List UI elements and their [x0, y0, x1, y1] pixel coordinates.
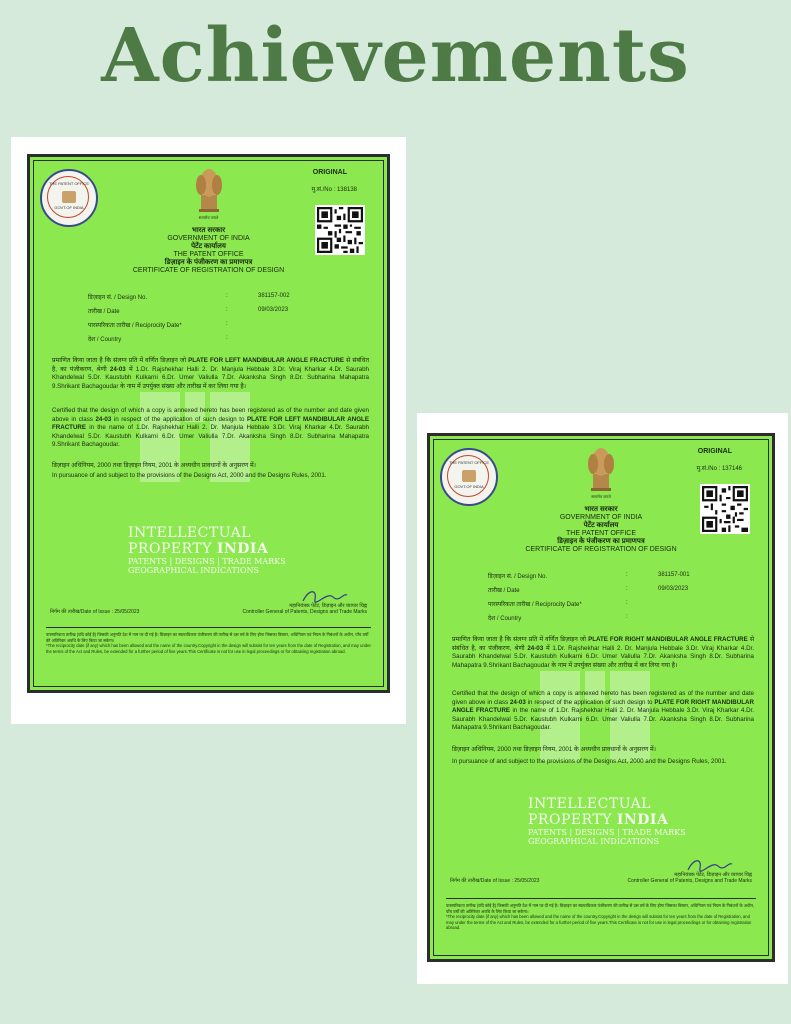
certificate-number: मु.सं./No : 137146 — [696, 466, 742, 472]
header-cert-en: CERTIFICATE OF REGISTRATION OF DESIGN — [132, 267, 285, 274]
act-hindi: डिज़ाइन अधिनियम, 2000 तथा डिज़ाइन नियम, 2001 के अध्यधीन प्रावधानों के अनुसरण में। — [452, 746, 657, 753]
reciprocity-date-row: पारस्परिकता तारीख / Reciprocity Date* : — [88, 321, 228, 329]
header-cert-hi: डिज़ाइन के पंजीकरण का प्रमाणपत्र — [164, 259, 253, 266]
paragraph-english: Certified that the design of which a copy is annexed hereto has been registered as of the number and date given above in class 24-03 in respect of the application of such design to PLATE FOR RIGHT MANDIBULAR ANGLE FRACTURE in the name of 1.Dr. Rajshekhar Halli 2. Dr. Manjula Hebbale 3.Dr. Viraj Kharkar 4.Dr. Saurabh Khandelwal 5.Dr. Kaustubh Kulkarni 6.Dr. Umer Valiulla 7.Dr. Akanksha Singh 8.Dr. Subharina Mahapatra 9.Shrikant Bachagoudar. — [452, 690, 754, 732]
country-row: देश / Country : — [488, 614, 628, 622]
patent-office-seal-icon: THE PATENT OFFICE GOVT.OF INDIA — [40, 169, 98, 227]
ipi-logo-text: INTELLECTUAL PROPERTY INDIA PATENTS | DESIGNS | TRADE MARKS GEOGRAPHICAL INDICATIONS — [128, 525, 286, 575]
page-title: Achievements — [101, 13, 690, 99]
header-office-en: THE PATENT OFFICE — [173, 251, 244, 258]
original-label: ORIGINAL — [312, 169, 347, 176]
act-english: In pursuance of and subject to the provisions of the Designs Act, 2000 and the Designs Rules, 2001. — [452, 758, 727, 765]
certificate-left-mandibular — [11, 137, 406, 724]
date-row: तारीख / Date : 09/03/2023 — [488, 586, 689, 594]
signature-icon — [299, 587, 349, 607]
design-number-row: डिज़ाइन सं. / Design No. : 381157-001 — [488, 572, 690, 580]
header-cert-en: CERTIFICATE OF REGISTRATION OF DESIGN — [525, 546, 677, 553]
ipi-logo-text: INTELLECTUAL PROPERTY INDIA PATENTS | DESIGNS | TRADE MARKS GEOGRAPHICAL INDICATIONS — [528, 796, 686, 846]
header-office-en: THE PATENT OFFICE — [565, 530, 636, 537]
signature-block: महानियंत्रक पेटेंट, डिज़ाइन और व्यापार चिह्न Controller General of Patents, Designs and Trade Marks — [627, 872, 752, 884]
certificate-paper — [27, 154, 390, 693]
national-emblem-icon — [191, 165, 227, 217]
original-label: ORIGINAL — [697, 448, 732, 455]
act-english: In pursuance of and subject to the provisions of the Designs Act, 2000 and the Designs Rules, 2001. — [52, 472, 327, 479]
header-office-hi: पेटेंट कार्यालय — [583, 522, 619, 529]
act-hindi: डिज़ाइन अधिनियम, 2000 तथा डिज़ाइन नियम, 2001 के अध्यधीन प्रावधानों के अनुसरण में। — [52, 462, 257, 469]
footer-note: पारस्परिकता तारीख (यदि कोई है) जिसकी अनुमति देश में नाम पर दी गई है। डिज़ाइन का स्वत्वाधिकार पंजीकरण की तारीख से दस वर्ष के लिए होगा जिसका विस्तार, अधिनियम एवं नियम के निबंधनों के अधीन, पाँच वर्षों की अतिरिक्त अवधि के लिए किया जा सकेगा। *The reciprocity date (if any) which has been allowed and the name of the country.Copyright in the design will subsist for ten years from the date of Registration, and may under the terms of the Act and Rules, be extended for a further period of five years.This Certificate is not for use in legal proceedings or for obtaining registration abroad. — [446, 898, 756, 931]
header-govt-hi: भारत सरकार — [584, 506, 618, 513]
certificate-number: मु.सं./No : 138138 — [311, 187, 357, 193]
national-emblem-icon — [583, 444, 619, 496]
header-govt-en: GOVERNMENT OF INDIA — [559, 514, 643, 521]
header-cert-hi: डिज़ाइन के पंजीकरण का प्रमाणपत्र — [557, 538, 645, 545]
signature-icon — [684, 856, 734, 876]
footer-note: पारस्परिकता तारीख (यदि कोई है) जिसकी अनुमति देश में नाम पर दी गई है। डिज़ाइन का स्वत्वाधिकार पंजीकरण की तारीख से दस वर्ष के लिए होगा जिसका विस्तार, अधिनियम एवं नियम के निबंधनों के अधीन, पाँच वर्षों की अतिरिक्त अवधि के लिए किया जा सकेगा। *The reciprocity date (if any) which has been allowed and the name of the country.Copyright in the design will subsist for ten years from the date of Registration, and may under the terms of the Act and Rules, be extended for a further period of five years.This Certificate is not for use in legal proceedings or for obtaining registration abroad. — [46, 627, 371, 654]
emblem-motto: सत्यमेव जयते — [198, 215, 219, 220]
certificate-paper — [427, 433, 775, 962]
reciprocity-date-row: पारस्परिकता तारीख / Reciprocity Date* : — [488, 600, 628, 608]
header-govt-en: GOVERNMENT OF INDIA — [167, 235, 250, 242]
issue-date: निर्गम की तारीख/Date of Issue : 25/05/2023 — [450, 878, 540, 884]
certificate-right-mandibular — [417, 413, 788, 984]
date-row: तारीख / Date : 09/03/2023 — [88, 307, 289, 315]
header-govt-hi: भारत सरकार — [191, 227, 226, 234]
issue-date: निर्गम की तारीख/Date of Issue : 25/05/2023 — [50, 609, 140, 615]
paragraph-english: Certified that the design of which a copy is annexed hereto has been registered as of the number and date given above in class 24-03 in respect of the application of such design to PLATE FOR LEFT MANDIBULAR ANGLE FRACTURE in the name of 1.Dr. Rajshekhar Halli 2. Dr. Manjula Hebbale 3.Dr. Viraj Kharkar 4.Dr. Saurabh Khandelwal 5.Dr. Kaustubh Kulkarni 6.Dr. Umer Valiulla 7.Dr. Akanksha Singh 8.Dr. Subharina Mahapatra 9.Shrikant Bachagoudar. — [52, 407, 369, 449]
signature-block: महानियंत्रक पेटेंट, डिज़ाइन और व्यापार चिह्न Controller General of Patents, Designs and Trade Marks — [242, 603, 367, 615]
patent-office-seal-icon: THE PATENT OFFICE GOVT.OF INDIA — [440, 448, 498, 506]
paragraph-hindi: प्रमाणित किया जाता है कि संलग्न प्रति में वर्णित डिज़ाइन जो PLATE FOR RIGHT MANDIBULAR ANGLE FRACTURE से संबंधित है, का पंजीकरण, श्रेणी 24-03 में 1.Dr. Rajshekhar Halli 2. Dr. Manjula Hebbale 3.Dr. Viraj Kharkar 4.Dr. Saurabh Khandelwal 5.Dr. Kaustubh Kulkarni 6.Dr. Umer Valiulla 7.Dr. Akanksha Singh 8.Dr. Subharina Mahapatra 9.Shrikant Bachagoudar के नाम में उपर्युक्त संख्या और तारीख में कर लिया गया है। — [452, 636, 754, 669]
design-number-row: डिज़ाइन सं. / Design No. : 381157-002 — [88, 293, 290, 301]
header-office-hi: पेटेंट कार्यालय — [191, 243, 226, 250]
country-row: देश / Country : — [88, 335, 228, 343]
emblem-motto: सत्यमेव जयते — [591, 494, 611, 499]
paragraph-hindi: प्रमाणित किया जाता है कि संलग्न प्रति में वर्णित डिज़ाइन जो PLATE FOR LEFT MANDIBULAR ANGLE FRACTURE से संबंधित है, का पंजीकरण, श्रेणी 24-03 में 1.Dr. Rajshekhar Halli 2. Dr. Manjula Hebbale 3.Dr. Viraj Kharkar 4.Dr. Saurabh Khandelwal 5.Dr. Kaustubh Kulkarni 6.Dr. Umer Valiulla 7.Dr. Akanksha Singh 8.Dr. Subharina Mahapatra 9.Shrikant Bachagoudar के नाम में उपर्युक्त संख्या और तारीख में कर लिया गया है। — [52, 357, 369, 390]
